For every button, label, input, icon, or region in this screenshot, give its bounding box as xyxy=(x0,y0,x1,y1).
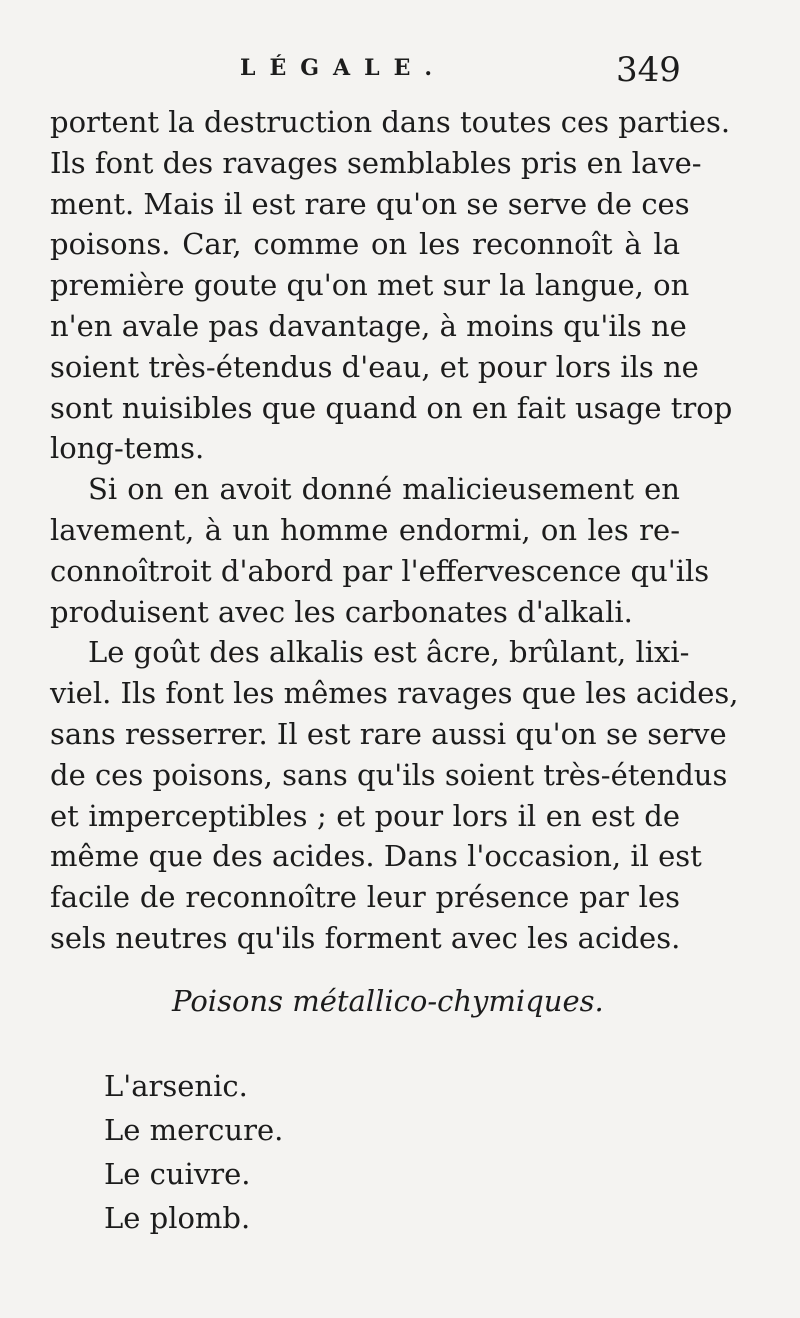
page-number: 349 xyxy=(616,50,681,90)
text-line: facile de reconnoître leur présence par les xyxy=(50,880,680,915)
text-line: sels neutres qu'ils forment avec les acides. xyxy=(50,920,681,955)
list-item: L'arsenic. xyxy=(104,1069,248,1103)
text-line: ment. Mais il est rare qu'on se serve de ces xyxy=(50,186,690,221)
text-line: long-tems. xyxy=(50,431,205,466)
text-line: Si on en avoit donné malicieusement en xyxy=(88,472,680,507)
text-line: et imperceptibles ; et pour lors il en est de xyxy=(50,798,680,833)
poison-list xyxy=(104,1064,283,1240)
text-line: viel. Ils font les mêmes ravages que les acides, xyxy=(50,676,739,711)
text-line: soient très-étendus d'eau, et pour lors ils ne xyxy=(50,349,699,384)
section-heading: Poisons métallico-chymiques. xyxy=(172,984,604,1018)
text-line: Le goût des alkalis est âcre, brûlant, lixi- xyxy=(88,635,690,670)
text-line: portent la destruction dans toutes ces parties. xyxy=(50,105,731,139)
list-item: Le cuivre. xyxy=(104,1157,251,1191)
text-line: de ces poisons, sans qu'ils soient très-étendus xyxy=(50,757,728,792)
text-line: connoîtroit d'abord par l'effervescence qu'ils xyxy=(50,553,710,588)
running-head: LÉGALE. xyxy=(240,55,446,81)
list-item: Le mercure. xyxy=(104,1113,284,1147)
text-line: sans resserrer. Il est rare aussi qu'on se serve xyxy=(50,716,727,751)
text-line: n'en avale pas davantage, à moins qu'ils ne xyxy=(50,308,687,343)
body-text xyxy=(50,102,739,959)
list-item: Le plomb. xyxy=(104,1201,251,1235)
text-line: produisent avec les carbonates d'alkali. xyxy=(50,594,633,629)
text-line: première goute qu'on met sur la langue, on xyxy=(50,268,690,303)
text-line: poisons. Car, comme on les reconnoît à la xyxy=(50,227,680,262)
text-line: Ils font des ravages semblables pris en lave- xyxy=(50,145,702,180)
text-line: lavement, à un homme endormi, on les re- xyxy=(50,512,680,547)
text-line: sont nuisibles que quand on en fait usage trop xyxy=(50,390,733,425)
text-line: même que des acides. Dans l'occasion, il est xyxy=(50,839,702,874)
